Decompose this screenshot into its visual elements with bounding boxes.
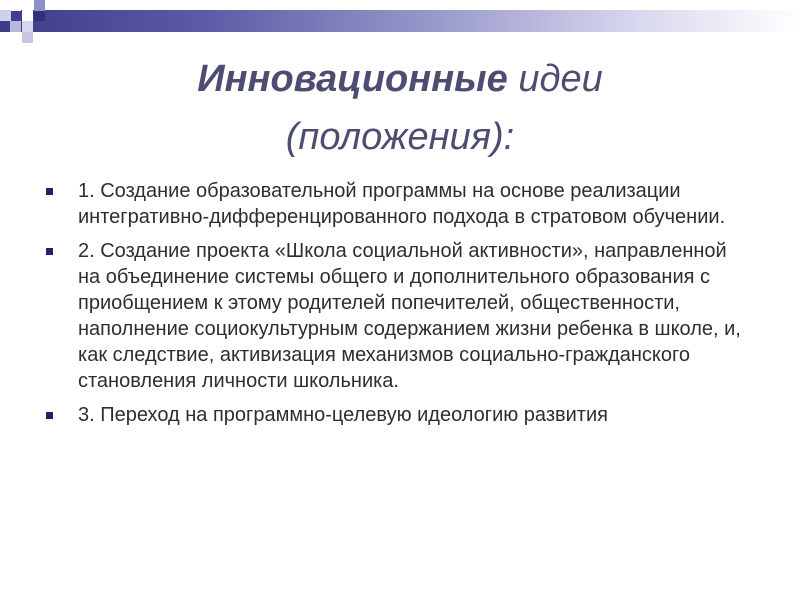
list-item-text: 3. Переход на программно-целевую идеологию развития bbox=[78, 404, 608, 426]
decor-square bbox=[34, 0, 45, 11]
square-bullet-icon bbox=[46, 248, 53, 255]
decor-square bbox=[10, 21, 21, 32]
square-bullet-icon bbox=[46, 412, 53, 419]
decor-square bbox=[0, 10, 11, 21]
decor-square bbox=[34, 10, 45, 21]
slide-title bbox=[100, 50, 700, 166]
bullet-list bbox=[42, 178, 742, 436]
title-line-1 bbox=[100, 50, 700, 108]
title-bold: Инновационные bbox=[197, 58, 508, 100]
decor-square bbox=[22, 21, 33, 32]
title-line-2: (положения): bbox=[285, 116, 515, 158]
list-item bbox=[42, 402, 742, 428]
list-item-text: 2. Создание проекта «Школа социальной активности», направленной на объединение системы общего и дополнительного образования с приобщением к этому родителей попечителей, общественности, наполнение социокультурным содержанием жизни ребенка в школе, и, как следствие, активизация механизмов социально-гражданского становления личности школьника. bbox=[78, 240, 741, 392]
square-bullet-icon bbox=[46, 188, 53, 195]
list-item bbox=[42, 238, 742, 394]
list-item-text: 1. Создание образовательной программы на основе реализации интегративно-дифференцированного подхода в стратовом обучении. bbox=[78, 180, 726, 228]
header-band bbox=[0, 10, 800, 32]
title-rest: идеи bbox=[507, 58, 603, 100]
decor-square bbox=[10, 0, 21, 11]
decor-square bbox=[22, 10, 33, 21]
list-item bbox=[42, 178, 742, 230]
decor-square bbox=[22, 32, 33, 43]
